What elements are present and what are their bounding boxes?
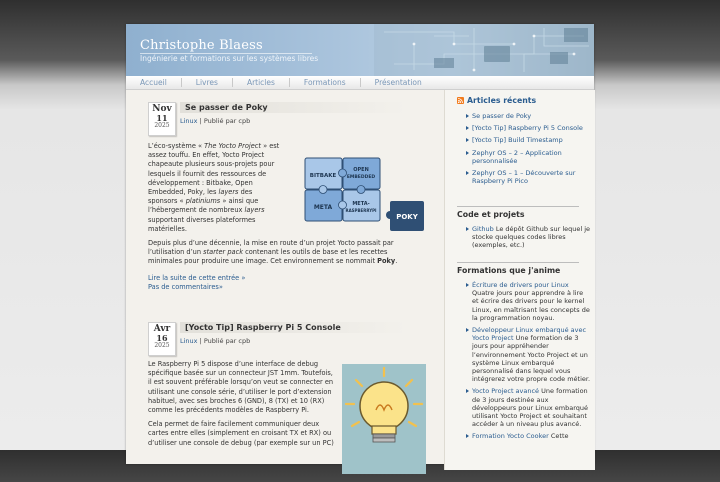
list-item bbox=[457, 149, 591, 165]
code-projects-widget bbox=[457, 210, 591, 254]
date-month: Avr bbox=[153, 324, 171, 334]
puzzle-label-embedded: EMBEDDED bbox=[346, 175, 376, 180]
date-year: 2025 bbox=[154, 342, 170, 349]
comments-link[interactable]: Pas de commentaires» bbox=[148, 282, 223, 291]
date-day: 11 bbox=[156, 113, 168, 123]
post-paragraph: L’éco-système « The Yocto Project » est assez touffu. En effet, Yocto Project chapeaute plusieurs sous-projets pour lesquels il fournit des ressources de développement : Bitbake, Open Embedded, Poky, les layers des sponsors « platiniums » ainsi que l’hébergement de nombreux layers supportant diverses plateformes matérielles. bbox=[148, 142, 280, 233]
training-link[interactable]: Écriture de drivers pour Linux bbox=[472, 281, 569, 289]
post-author: Publié par cpb bbox=[203, 337, 251, 345]
rss-icon[interactable] bbox=[457, 97, 464, 104]
post-meta bbox=[180, 337, 250, 345]
site-title[interactable]: Christophe Blaess bbox=[140, 38, 263, 53]
list-item bbox=[457, 124, 591, 132]
training-list bbox=[457, 281, 591, 441]
training-link[interactable]: Yocto Project avancé bbox=[472, 387, 540, 396]
nav-item-formations[interactable]: Formations bbox=[290, 78, 361, 87]
light-bulb-image bbox=[342, 364, 426, 474]
puzzle-label-bitbake: BITBAKE bbox=[309, 173, 337, 179]
list-item bbox=[457, 112, 591, 120]
widget-title-recent[interactable]: Articles récents bbox=[467, 96, 537, 105]
recent-post-link[interactable]: [Yocto Tip] Build Timestamp bbox=[472, 136, 563, 145]
code-projects-list bbox=[457, 225, 591, 250]
puzzle-label-meta: META bbox=[313, 204, 333, 211]
puzzle-label-meta-prefix: META- bbox=[352, 201, 370, 207]
recent-post-link[interactable]: [Yocto Tip] Raspberry Pi 5 Console bbox=[472, 124, 583, 133]
list-item bbox=[457, 225, 591, 250]
recent-posts-list bbox=[457, 112, 591, 185]
list-item bbox=[457, 387, 591, 428]
recent-post-link[interactable]: Se passer de Poky bbox=[472, 112, 532, 120]
training-widget bbox=[457, 266, 591, 445]
training-description: Une formation de 3 jours pour appréhender l’environnement Yocto Project et un système Linux embarqué personnalisé dans lequel vous intégrerez votre propre code métier. bbox=[472, 334, 591, 384]
recent-post-link[interactable]: Zephyr OS – 1 – Découverte sur Raspberry Pi Pico bbox=[472, 169, 576, 186]
nav-item-articles[interactable]: Articles bbox=[233, 78, 290, 87]
date-year: 2025 bbox=[154, 122, 170, 129]
post-title[interactable]: Se passer de Poky bbox=[180, 102, 407, 113]
circuit-board-banner-image bbox=[374, 24, 594, 76]
main-navigation bbox=[126, 76, 594, 90]
read-more-link[interactable]: Lire la suite de cette entrée » bbox=[148, 273, 246, 282]
site-header bbox=[126, 24, 594, 76]
nav-item-accueil[interactable]: Accueil bbox=[126, 78, 182, 87]
date-month: Nov bbox=[152, 104, 172, 114]
page-container bbox=[126, 24, 594, 464]
post-date-badge bbox=[148, 102, 176, 136]
list-item bbox=[457, 432, 591, 440]
site-tagline: Ingénierie et formations sur les systèmes libres bbox=[140, 54, 319, 63]
github-link[interactable]: Github bbox=[472, 225, 494, 233]
list-item bbox=[457, 281, 591, 322]
post-entry bbox=[148, 322, 438, 482]
training-description: Quatre jours pour apprendre à lire et écrire des drivers pour le kernel Linux, en maîtrisant les concepts de la programmation noyau. bbox=[472, 289, 590, 322]
list-item bbox=[457, 136, 591, 144]
github-description: Le dépôt Github sur lequel je stocke quelques codes libres (exemples, etc.) bbox=[472, 225, 591, 250]
content-area bbox=[126, 90, 442, 470]
nav-item-livres[interactable]: Livres bbox=[182, 78, 233, 87]
meta-separator: | bbox=[197, 337, 204, 345]
training-link[interactable]: Formation Yocto Cooker bbox=[472, 432, 549, 441]
post-date-badge bbox=[148, 322, 176, 356]
puzzle-label-poky: POKY bbox=[396, 213, 418, 221]
training-description: Cette bbox=[548, 432, 569, 441]
recent-post-link[interactable]: Zephyr OS – 2 – Application personnalisée bbox=[472, 148, 562, 165]
post-entry bbox=[148, 102, 438, 302]
category-link[interactable]: Linux bbox=[180, 337, 198, 345]
meta-separator: | bbox=[197, 117, 204, 125]
list-item bbox=[457, 326, 591, 383]
post-paragraph: Cela permet de faire facilement communiquer deux cartes entre elles (simplement en croisant TX et RX) ou d’utiliser une console de debug (par exemple sur un PC) bbox=[148, 420, 334, 447]
sidebar-divider bbox=[457, 262, 579, 263]
widget-title-code: Code et projets bbox=[457, 210, 525, 219]
post-paragraph: Depuis plus d’une décennie, la mise en route d’un projet Yocto passait par l’utilisation d’un starter pack contenant les outils de base et les recettes minimales pour produire une image. Cet environnement se nommait Poky. bbox=[148, 239, 398, 266]
post-meta bbox=[180, 117, 250, 125]
sidebar bbox=[444, 90, 595, 470]
date-day: 16 bbox=[156, 333, 168, 343]
post-paragraph: Le Raspberry Pi 5 dispose d’une interface de debug spécifique basée sur un connecteur JST 1mm. Toutefois, il est souvent préférable lorsqu’on veut se connecter en utilisant une console série, d’utiliser le port d’extension habituel, avec ses broches 6 (GND), 8 (TX) et 10 (RX) comme les précédents modèles de Raspberry Pi. bbox=[148, 360, 334, 415]
post-title[interactable]: [Yocto Tip] Raspberry Pi 5 Console bbox=[180, 322, 407, 333]
widget-title-training: Formations que j'anime bbox=[457, 266, 561, 275]
puzzle-label-open: OPEN bbox=[353, 167, 369, 173]
training-link[interactable]: Développeur Linux embarqué avec Yocto Project bbox=[472, 326, 587, 343]
post-author: Publié par cpb bbox=[203, 117, 251, 125]
nav-item-presentation[interactable]: Présentation bbox=[374, 78, 422, 87]
list-item bbox=[457, 169, 591, 185]
training-description: Une formation de 3 jours destinée aux développeurs pour Linux embarqué utilisant Yocto Project et souhaitant accéder à un niveau plus avancé. bbox=[472, 387, 589, 429]
category-link[interactable]: Linux bbox=[180, 117, 198, 125]
sidebar-divider bbox=[457, 206, 579, 207]
yocto-puzzle-figure bbox=[304, 157, 426, 233]
puzzle-label-raspberrypi: RASPBERRYPI bbox=[345, 208, 377, 213]
recent-posts-widget bbox=[457, 96, 591, 189]
